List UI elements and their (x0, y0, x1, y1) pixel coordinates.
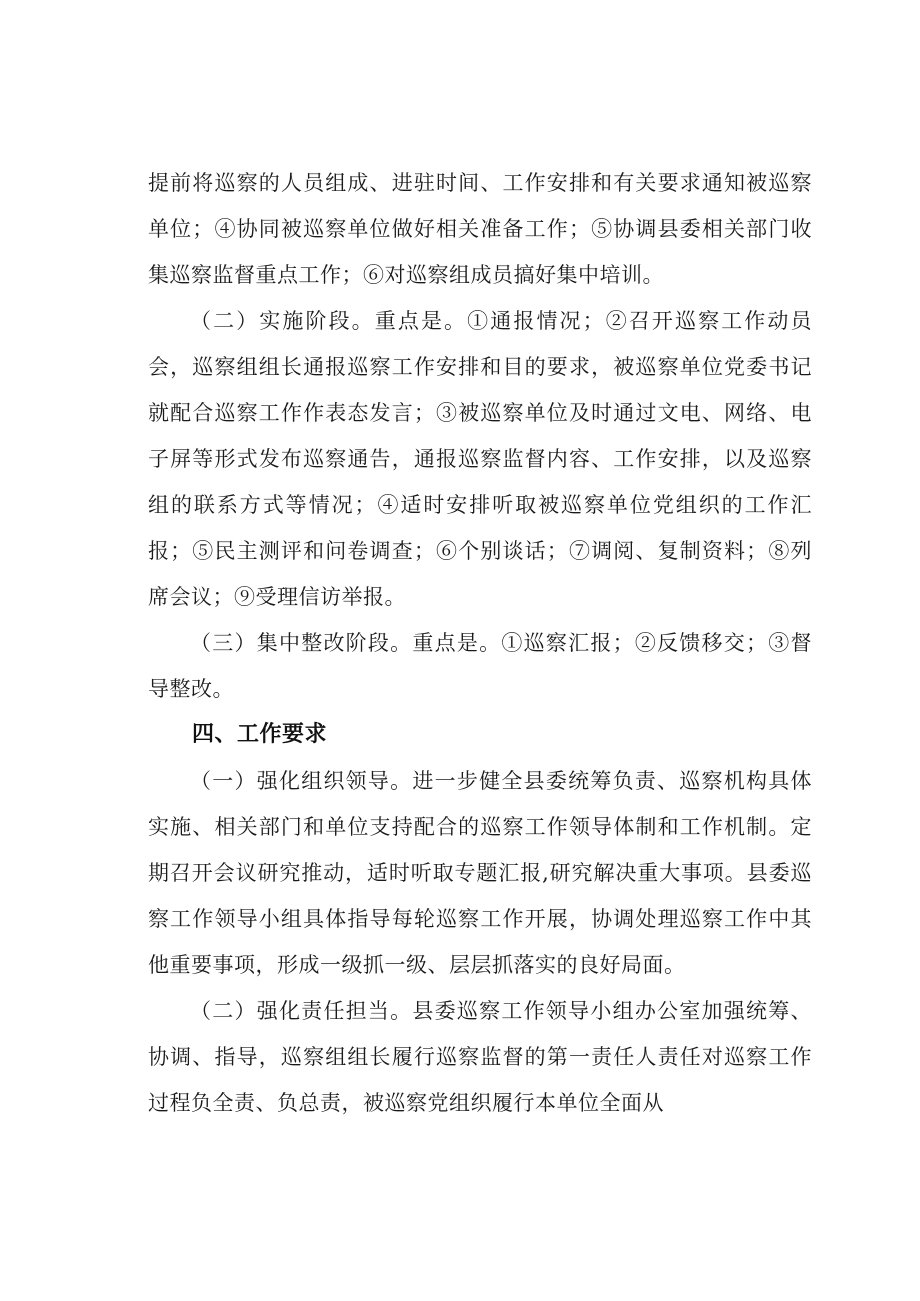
paragraph-strengthen-responsibility: （二）强化责任担当。县委巡察工作领导小组办公室加强统筹、协调、指导，巡察组组长履行巡察监督的第一责任人责任对巡察工作过程负全责、负总责，被巡察党组织履行本单位全面从 (148, 999, 812, 1115)
paragraph-implementation-stage: （二）实施阶段。重点是。①通报情况；②召开巡察工作动员会，巡察组组长通报巡察工作安排和目的要求，被巡察单位党委书记就配合巡察工作作表态发言；③被巡察单位及时通过文电、网络、电子屏等形式发布巡察通告，通报巡察监督内容、工作安排，以及巡察组的联系方式等情况；④适时安排听取被巡察单位党组织的工作汇报；⑤民主测评和问卷调查；⑥个别谈话；⑦调阅、复制资料；⑧列席会议；⑨受理信访举报。 (148, 309, 812, 609)
paragraph-strengthen-leadership: （一）强化组织领导。进一步健全县委统筹负责、巡察机构具体实施、相关部门和单位支持配合的巡察工作领导体制和工作机制。定期召开会议研究推动，适时听取专题汇报,研究解决重大事项。县委巡察工作领导小组具体指导每轮巡察工作开展，协调处理巡察工作中其他重要事项，形成一级抓一级、层层抓落实的良好局面。 (148, 769, 812, 977)
paragraph-preparation-continued: 提前将巡察的人员组成、进驻时间、工作安排和有关要求通知被巡察单位；④协同被巡察单位做好相关准备工作；⑤协调县委相关部门收集巡察监督重点工作；⑥对巡察组成员搞好集中培训。 (148, 171, 812, 287)
section-heading-work-requirements: 四、工作要求 (192, 722, 328, 747)
paragraph-rectification-stage: （三）集中整改阶段。重点是。①巡察汇报；②反馈移交；③督导整改。 (148, 631, 812, 701)
document-body (148, 160, 812, 1126)
